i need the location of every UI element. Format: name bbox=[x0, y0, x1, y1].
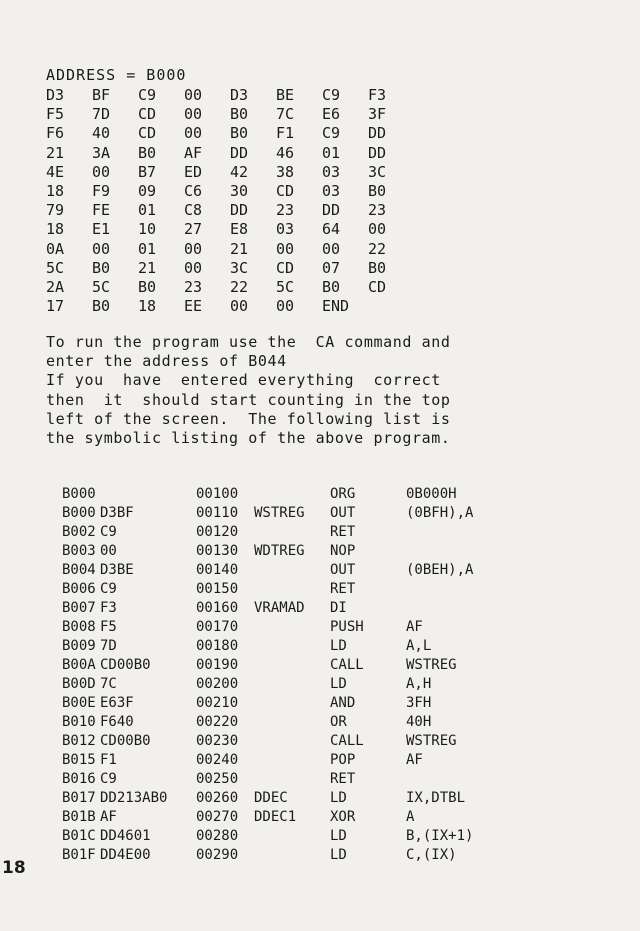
hex-byte: 00 bbox=[92, 162, 111, 181]
hex-byte: 7D bbox=[92, 105, 111, 124]
listing-code: F5 bbox=[100, 619, 117, 635]
listing-code: CD00B0 bbox=[100, 657, 151, 673]
instruction-line: left of the screen. The following list is bbox=[46, 409, 451, 428]
listing-op: LD bbox=[330, 828, 347, 844]
listing-arg: (0BFH),A bbox=[406, 505, 474, 521]
hex-byte: 00 bbox=[368, 220, 387, 239]
hex-byte: 22 bbox=[230, 277, 249, 296]
listing-op: DI bbox=[330, 600, 347, 616]
hex-byte: D3 bbox=[230, 86, 249, 104]
listing-addr: B01F bbox=[62, 847, 96, 863]
hex-byte: 01 bbox=[322, 143, 341, 162]
listing-line: 00140 bbox=[196, 562, 239, 578]
hex-byte: 00 bbox=[184, 105, 203, 124]
hex-byte: END bbox=[322, 297, 350, 316]
hex-row bbox=[46, 163, 414, 182]
hex-byte: C9 bbox=[322, 124, 341, 143]
hex-byte: C9 bbox=[138, 86, 157, 104]
listing-addr: B009 bbox=[62, 638, 96, 654]
hex-byte: DD bbox=[230, 201, 249, 220]
hex-byte: C8 bbox=[184, 201, 203, 220]
hex-byte: DD bbox=[322, 201, 341, 220]
listing-op: RET bbox=[330, 771, 356, 787]
hex-byte: 18 bbox=[46, 220, 65, 239]
hex-row bbox=[46, 124, 414, 143]
hex-byte: 22 bbox=[368, 239, 387, 258]
hex-byte: 21 bbox=[46, 143, 65, 162]
listing-arg: A,L bbox=[406, 638, 432, 654]
hex-byte: 5C bbox=[92, 277, 111, 296]
listing-addr: B016 bbox=[62, 771, 96, 787]
listing-code: F1 bbox=[100, 752, 117, 768]
hex-byte: 23 bbox=[368, 201, 387, 220]
hex-byte: 2A bbox=[46, 277, 65, 296]
hex-byte: B0 bbox=[368, 181, 387, 200]
hex-byte: 00 bbox=[322, 239, 341, 258]
hex-byte: BF bbox=[92, 86, 111, 104]
hex-byte: 3F bbox=[368, 105, 387, 124]
hex-byte: F1 bbox=[276, 124, 295, 143]
instruction-line: If you have entered everything correct bbox=[46, 371, 441, 390]
hex-byte: 23 bbox=[184, 277, 203, 296]
hex-byte: CD bbox=[138, 124, 157, 143]
hex-byte: 40 bbox=[92, 124, 111, 143]
listing-code: AF bbox=[100, 809, 117, 825]
listing-addr: B000 bbox=[62, 505, 96, 521]
hex-byte: 5C bbox=[276, 277, 295, 296]
hex-byte: DD bbox=[368, 143, 387, 162]
listing-line: 00260 bbox=[196, 790, 239, 806]
hex-byte: F3 bbox=[368, 86, 387, 104]
listing-op: ORG bbox=[330, 486, 356, 502]
listing-arg: AF bbox=[406, 619, 423, 635]
listing-line: 00110 bbox=[196, 505, 239, 521]
listing-code: C9 bbox=[100, 524, 117, 540]
hex-row bbox=[46, 105, 414, 124]
hex-row bbox=[46, 297, 414, 316]
listing-code: DD4E00 bbox=[100, 847, 151, 863]
listing-label: WDTREG bbox=[254, 543, 305, 559]
hex-byte: 64 bbox=[322, 220, 341, 239]
hex-byte: 18 bbox=[138, 297, 157, 316]
hex-byte: 00 bbox=[230, 297, 249, 316]
listing-op: LD bbox=[330, 790, 347, 806]
hex-byte: 42 bbox=[230, 162, 249, 181]
hex-row bbox=[46, 220, 414, 239]
listing-line: 00190 bbox=[196, 657, 239, 673]
listing-addr: B007 bbox=[62, 600, 96, 616]
listing-line: 00290 bbox=[196, 847, 239, 863]
listing-op: LD bbox=[330, 676, 347, 692]
listing-code: CD00B0 bbox=[100, 733, 151, 749]
listing-arg: 3FH bbox=[406, 695, 432, 711]
hex-byte: 00 bbox=[276, 239, 295, 258]
listing-op: CALL bbox=[330, 733, 364, 749]
listing-addr: B008 bbox=[62, 619, 96, 635]
hex-dump-grid bbox=[46, 86, 414, 316]
listing-line: 00130 bbox=[196, 543, 239, 559]
hex-byte: 30 bbox=[230, 181, 249, 200]
listing-addr: B003 bbox=[62, 543, 96, 559]
hex-byte: B0 bbox=[92, 258, 111, 277]
hex-row bbox=[46, 278, 414, 297]
hex-byte: B0 bbox=[138, 277, 157, 296]
listing-code: C9 bbox=[100, 771, 117, 787]
hex-byte: C9 bbox=[322, 86, 341, 104]
hex-byte: 07 bbox=[322, 258, 341, 277]
listing-addr: B002 bbox=[62, 524, 96, 540]
listing-op: NOP bbox=[330, 543, 356, 559]
listing-line: 00100 bbox=[196, 486, 239, 502]
hex-byte: B0 bbox=[92, 297, 111, 316]
listing-line: 00210 bbox=[196, 695, 239, 711]
listing-addr: B006 bbox=[62, 581, 96, 597]
listing-line: 00200 bbox=[196, 676, 239, 692]
hex-byte: 00 bbox=[276, 297, 295, 316]
hex-byte: E1 bbox=[92, 220, 111, 239]
hex-byte: EE bbox=[184, 297, 203, 316]
hex-byte: 09 bbox=[138, 181, 157, 200]
listing-op: XOR bbox=[330, 809, 356, 825]
listing-label: DDEC bbox=[254, 790, 288, 806]
listing-label: WSTREG bbox=[254, 505, 305, 521]
listing-code: 7C bbox=[100, 676, 117, 692]
listing-op: LD bbox=[330, 847, 347, 863]
hex-row bbox=[46, 144, 414, 163]
hex-byte: BE bbox=[276, 86, 295, 104]
hex-byte: 21 bbox=[230, 239, 249, 258]
listing-op: RET bbox=[330, 581, 356, 597]
listing-addr: B004 bbox=[62, 562, 96, 578]
listing-op: OUT bbox=[330, 505, 356, 521]
listing-arg: A bbox=[406, 809, 415, 825]
hex-byte: F9 bbox=[92, 181, 111, 200]
hex-byte: 38 bbox=[276, 162, 295, 181]
hex-byte: 0A bbox=[46, 239, 65, 258]
hex-byte: FE bbox=[92, 201, 111, 220]
listing-op: POP bbox=[330, 752, 356, 768]
listing-addr: B017 bbox=[62, 790, 96, 806]
listing-line: 00220 bbox=[196, 714, 239, 730]
listing-code: D3BF bbox=[100, 505, 134, 521]
hex-byte: 7C bbox=[276, 105, 295, 124]
page-number: 18 bbox=[2, 858, 26, 878]
listing-line: 00150 bbox=[196, 581, 239, 597]
hex-byte: B0 bbox=[230, 124, 249, 143]
hex-byte: 46 bbox=[276, 143, 295, 162]
listing-arg: IX,DTBL bbox=[406, 790, 466, 806]
listing-label: VRAMAD bbox=[254, 600, 305, 616]
hex-byte: F5 bbox=[46, 105, 65, 124]
hex-row bbox=[46, 201, 414, 220]
listing-addr: B01B bbox=[62, 809, 96, 825]
listing-code: DD213AB0 bbox=[100, 790, 168, 806]
hex-byte: DD bbox=[230, 143, 249, 162]
listing-addr: B000 bbox=[62, 486, 96, 502]
hex-byte: B0 bbox=[368, 258, 387, 277]
listing-arg: (0BEH),A bbox=[406, 562, 474, 578]
hex-row bbox=[46, 259, 414, 278]
listing-op: OR bbox=[330, 714, 347, 730]
hex-byte: 18 bbox=[46, 181, 65, 200]
listing-addr: B00D bbox=[62, 676, 96, 692]
hex-byte: E8 bbox=[230, 220, 249, 239]
listing-code: C9 bbox=[100, 581, 117, 597]
instruction-line: the symbolic listing of the above program. bbox=[46, 429, 451, 448]
hex-byte: 00 bbox=[92, 239, 111, 258]
listing-line: 00170 bbox=[196, 619, 239, 635]
listing-arg: AF bbox=[406, 752, 423, 768]
hex-byte: 4E bbox=[46, 162, 65, 181]
listing-line: 00160 bbox=[196, 600, 239, 616]
hex-byte: CD bbox=[276, 258, 295, 277]
instruction-line: To run the program use the CA command and bbox=[46, 333, 451, 351]
hex-byte: 03 bbox=[322, 162, 341, 181]
hex-byte: 3A bbox=[92, 143, 111, 162]
listing-line: 00270 bbox=[196, 809, 239, 825]
listing-arg: WSTREG bbox=[406, 733, 457, 749]
hex-row bbox=[46, 182, 414, 201]
hex-row bbox=[46, 86, 414, 105]
listing-line: 00180 bbox=[196, 638, 239, 654]
listing-addr: B015 bbox=[62, 752, 96, 768]
hex-byte: C6 bbox=[184, 181, 203, 200]
listing-op: AND bbox=[330, 695, 356, 711]
hex-byte: B0 bbox=[138, 143, 157, 162]
hex-row bbox=[46, 240, 414, 259]
listing-line: 00240 bbox=[196, 752, 239, 768]
listing-arg: A,H bbox=[406, 676, 432, 692]
hex-byte: B0 bbox=[230, 105, 249, 124]
listing-arg: WSTREG bbox=[406, 657, 457, 673]
instruction-line: then it should start counting in the top bbox=[46, 390, 451, 409]
listing-op: RET bbox=[330, 524, 356, 540]
hex-byte: 27 bbox=[184, 220, 203, 239]
hex-byte: 10 bbox=[138, 220, 157, 239]
listing-op: PUSH bbox=[330, 619, 364, 635]
hex-byte: B0 bbox=[322, 277, 341, 296]
hex-byte: AF bbox=[184, 143, 203, 162]
hex-byte: B7 bbox=[138, 162, 157, 181]
hex-byte: 21 bbox=[138, 258, 157, 277]
hex-byte: 00 bbox=[184, 239, 203, 258]
listing-code: 7D bbox=[100, 638, 117, 654]
listing-code: D3BE bbox=[100, 562, 134, 578]
listing-arg: 0B000H bbox=[406, 486, 457, 502]
listing-code: 00 bbox=[100, 543, 117, 559]
listing-addr: B00A bbox=[62, 657, 96, 673]
hex-byte: DD bbox=[368, 124, 387, 143]
listing-op: CALL bbox=[330, 657, 364, 673]
listing-arg: B,(IX+1) bbox=[406, 828, 474, 844]
hex-byte: 00 bbox=[184, 124, 203, 143]
hex-byte: 03 bbox=[276, 220, 295, 239]
hex-byte: CD bbox=[276, 181, 295, 200]
listing-op: LD bbox=[330, 638, 347, 654]
hex-byte: 23 bbox=[276, 201, 295, 220]
instruction-line: enter the address of B044 bbox=[46, 352, 287, 371]
hex-byte: ED bbox=[184, 162, 203, 181]
listing-addr: B00E bbox=[62, 695, 96, 711]
hex-byte: 00 bbox=[184, 86, 203, 104]
listing-arg: C,(IX) bbox=[406, 847, 457, 863]
hex-byte: 17 bbox=[46, 297, 65, 316]
listing-arg: 40H bbox=[406, 714, 432, 730]
hex-byte: D3 bbox=[46, 86, 65, 104]
hex-byte: 79 bbox=[46, 201, 65, 220]
listing-addr: B010 bbox=[62, 714, 96, 730]
listing-code: E63F bbox=[100, 695, 134, 711]
listing-addr: B01C bbox=[62, 828, 96, 844]
instructions-paragraph bbox=[46, 333, 566, 448]
listing-line: 00250 bbox=[196, 771, 239, 787]
listing-line: 00230 bbox=[196, 733, 239, 749]
hex-byte: CD bbox=[138, 105, 157, 124]
listing-addr: B012 bbox=[62, 733, 96, 749]
hex-byte bbox=[368, 297, 414, 316]
hex-byte: 3C bbox=[368, 162, 387, 181]
listing-line: 00120 bbox=[196, 524, 239, 540]
listing-code: F640 bbox=[100, 714, 134, 730]
hex-byte: 03 bbox=[322, 181, 341, 200]
hex-byte: 01 bbox=[138, 201, 157, 220]
hex-byte: CD bbox=[368, 277, 387, 296]
listing-code: F3 bbox=[100, 600, 117, 616]
listing-op: OUT bbox=[330, 562, 356, 578]
listing-label: DDEC1 bbox=[254, 809, 297, 825]
hex-byte: E6 bbox=[322, 105, 341, 124]
hex-byte: 3C bbox=[230, 258, 249, 277]
listing-line: 00280 bbox=[196, 828, 239, 844]
hex-byte: 00 bbox=[184, 258, 203, 277]
hex-byte: F6 bbox=[46, 124, 65, 143]
hex-byte: 01 bbox=[138, 239, 157, 258]
listing-code: DD4601 bbox=[100, 828, 151, 844]
hex-dump-header: ADDRESS = B000 bbox=[46, 66, 187, 84]
hex-byte: 5C bbox=[46, 258, 65, 277]
